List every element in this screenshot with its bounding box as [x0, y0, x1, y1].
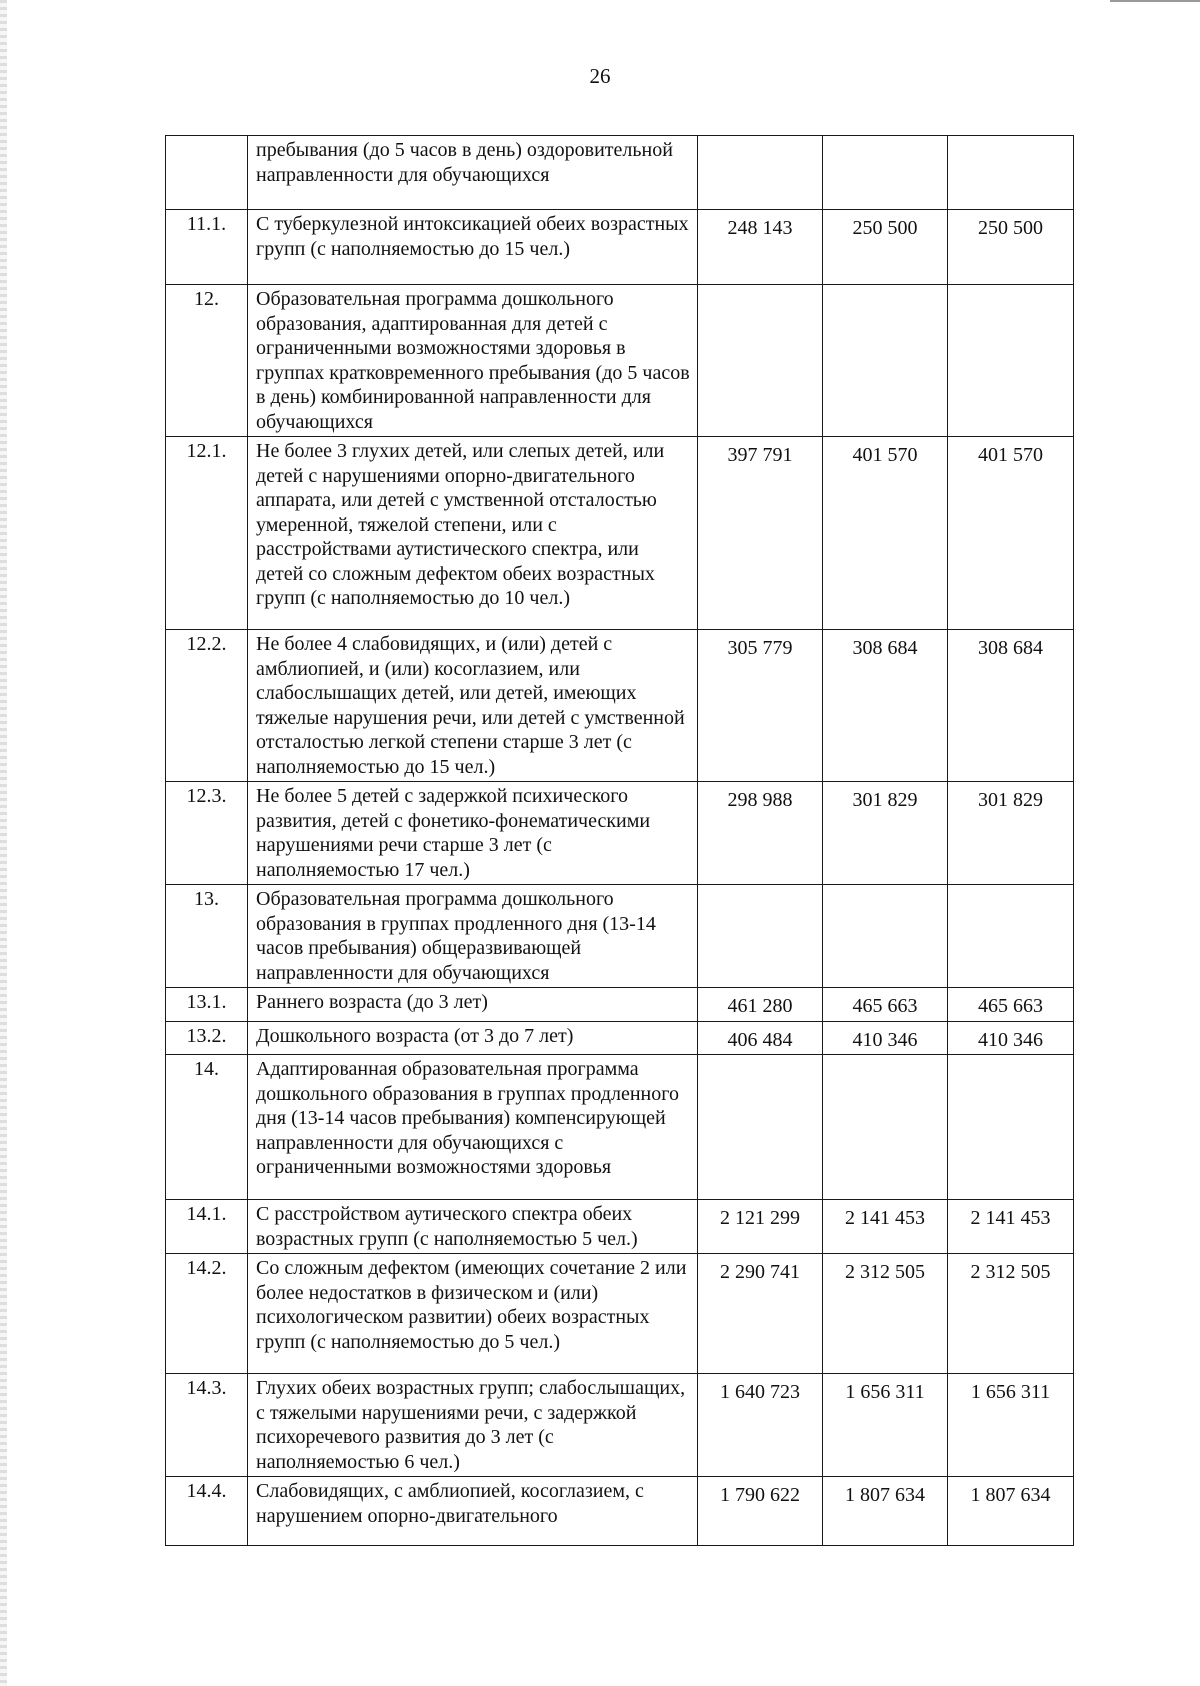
row-number-cell: 12.2. [166, 630, 248, 782]
row-value-3-cell: 2 312 505 [948, 1254, 1074, 1374]
row-value-3-cell: 401 570 [948, 437, 1074, 630]
row-value-3-cell [948, 136, 1074, 210]
row-value-2-cell: 1 656 311 [823, 1374, 948, 1477]
row-value-3-cell: 1 656 311 [948, 1374, 1074, 1477]
row-value-3-cell [948, 1055, 1074, 1200]
row-number-cell: 14.1. [166, 1200, 248, 1254]
table-body [166, 136, 1074, 1546]
row-value-3-cell: 250 500 [948, 210, 1074, 285]
row-value-1-cell: 1 790 622 [698, 1477, 823, 1546]
row-value-1-cell: 305 779 [698, 630, 823, 782]
row-value-2-cell: 410 346 [823, 1021, 948, 1055]
row-value-2-cell [823, 1055, 948, 1200]
row-description-cell: Адаптированная образовательная программа дошкольного образования в группах продленного дня (13-14 часов пребывания) компенсирующей направленности для обучающихся с ограниченными возможностями здоровья [248, 1055, 698, 1200]
row-value-2-cell [823, 885, 948, 988]
row-value-3-cell: 465 663 [948, 988, 1074, 1022]
table-row [166, 210, 1074, 285]
row-number-cell: 14. [166, 1055, 248, 1200]
row-number-cell: 13.1. [166, 988, 248, 1022]
row-description-cell: Раннего возраста (до 3 лет) [248, 988, 698, 1022]
row-number-cell: 14.3. [166, 1374, 248, 1477]
table-row [166, 1055, 1074, 1200]
row-value-1-cell: 2 290 741 [698, 1254, 823, 1374]
row-value-1-cell: 406 484 [698, 1021, 823, 1055]
row-value-2-cell: 401 570 [823, 437, 948, 630]
table-row [166, 630, 1074, 782]
row-value-2-cell: 2 141 453 [823, 1200, 948, 1254]
row-description-cell: Образовательная программа дошкольного образования в группах продленного дня (13-14 часов пребывания) общеразвивающей направленности для обучающихся [248, 885, 698, 988]
tariff-table [165, 135, 1074, 1546]
row-description-cell: Со сложным дефектом (имеющих сочетание 2 или более недостатков в физическом и (или) психологическом развитии) обеих возрастных групп (с наполняемостью до 5 чел.) [248, 1254, 698, 1374]
row-description-cell: С расстройством аутического спектра обеих возрастных групп (с наполняемостью 5 чел.) [248, 1200, 698, 1254]
row-description-cell: Слабовидящих, с амблиопией, косоглазием, с нарушением опорно-двигательного [248, 1477, 698, 1546]
row-number-cell: 12.3. [166, 782, 248, 885]
table-row [166, 885, 1074, 988]
row-value-3-cell: 2 141 453 [948, 1200, 1074, 1254]
row-number-cell: 14.2. [166, 1254, 248, 1374]
row-value-1-cell: 397 791 [698, 437, 823, 630]
row-value-2-cell: 250 500 [823, 210, 948, 285]
row-number-cell: 13.2. [166, 1021, 248, 1055]
row-description-cell: Дошкольного возраста (от 3 до 7 лет) [248, 1021, 698, 1055]
table-row [166, 1254, 1074, 1374]
row-number-cell: 11.1. [166, 210, 248, 285]
row-value-1-cell: 461 280 [698, 988, 823, 1022]
row-value-2-cell: 308 684 [823, 630, 948, 782]
row-value-3-cell [948, 285, 1074, 437]
table-row [166, 1021, 1074, 1055]
row-value-1-cell [698, 1055, 823, 1200]
row-description-cell: Не более 5 детей с задержкой психического развития, детей с фонетико-фонематическими нарушениями речи старше 3 лет (с наполняемостью 17 чел.) [248, 782, 698, 885]
row-value-1-cell: 248 143 [698, 210, 823, 285]
row-value-1-cell: 298 988 [698, 782, 823, 885]
row-value-2-cell: 465 663 [823, 988, 948, 1022]
row-value-3-cell: 301 829 [948, 782, 1074, 885]
table-row [166, 285, 1074, 437]
row-description-cell: Глухих обеих возрастных групп; слабослышащих, с тяжелыми нарушениями речи, с задержкой психоречевого развития до 3 лет (с наполняемостью 6 чел.) [248, 1374, 698, 1477]
row-number-cell: 12.1. [166, 437, 248, 630]
row-value-2-cell [823, 136, 948, 210]
row-value-2-cell: 1 807 634 [823, 1477, 948, 1546]
scan-edge-top [1110, 0, 1200, 2]
row-description-cell: Образовательная программа дошкольного образования, адаптированная для детей с ограниченными возможностями здоровья в группах кратковременного пребывания (до 5 часов в день) комбинированной направленности для обучающихся [248, 285, 698, 437]
row-description-cell: Не более 3 глухих детей, или слепых детей, или детей с нарушениями опорно-двигательного аппарата, или детей с умственной отсталостью умеренной, тяжелой степени, или с расстройствами аутистического спектра, или детей со сложным дефектом обеих возрастных групп (с наполняемостью до 10 чел.) [248, 437, 698, 630]
row-description-cell: пребывания (до 5 часов в день) оздоровительной направленности для обучающихся [248, 136, 698, 210]
table-row [166, 782, 1074, 885]
row-value-1-cell [698, 136, 823, 210]
row-value-1-cell: 2 121 299 [698, 1200, 823, 1254]
row-value-2-cell [823, 285, 948, 437]
row-number-cell: 13. [166, 885, 248, 988]
scan-edge-left [0, 0, 7, 1686]
row-number-cell: 12. [166, 285, 248, 437]
table-row [166, 136, 1074, 210]
table-row [166, 1477, 1074, 1546]
row-value-2-cell: 2 312 505 [823, 1254, 948, 1374]
table-row [166, 1200, 1074, 1254]
table-row [166, 437, 1074, 630]
row-value-1-cell: 1 640 723 [698, 1374, 823, 1477]
row-number-cell [166, 136, 248, 210]
table-row [166, 1374, 1074, 1477]
row-description-cell: Не более 4 слабовидящих, и (или) детей с амблиопией, и (или) косоглазием, или слабослышащих детей, или детей, имеющих тяжелые нарушения речи, или детей с умственной отсталостью легкой степени старше 3 лет (с наполняемостью до 15 чел.) [248, 630, 698, 782]
row-value-1-cell [698, 285, 823, 437]
row-value-3-cell: 410 346 [948, 1021, 1074, 1055]
row-value-1-cell [698, 885, 823, 988]
row-value-3-cell [948, 885, 1074, 988]
row-description-cell: С туберкулезной интоксикацией обеих возрастных групп (с наполняемостью до 15 чел.) [248, 210, 698, 285]
row-value-3-cell: 308 684 [948, 630, 1074, 782]
row-number-cell: 14.4. [166, 1477, 248, 1546]
table-row [166, 988, 1074, 1022]
row-value-3-cell: 1 807 634 [948, 1477, 1074, 1546]
row-value-2-cell: 301 829 [823, 782, 948, 885]
page-number: 26 [589, 64, 611, 88]
